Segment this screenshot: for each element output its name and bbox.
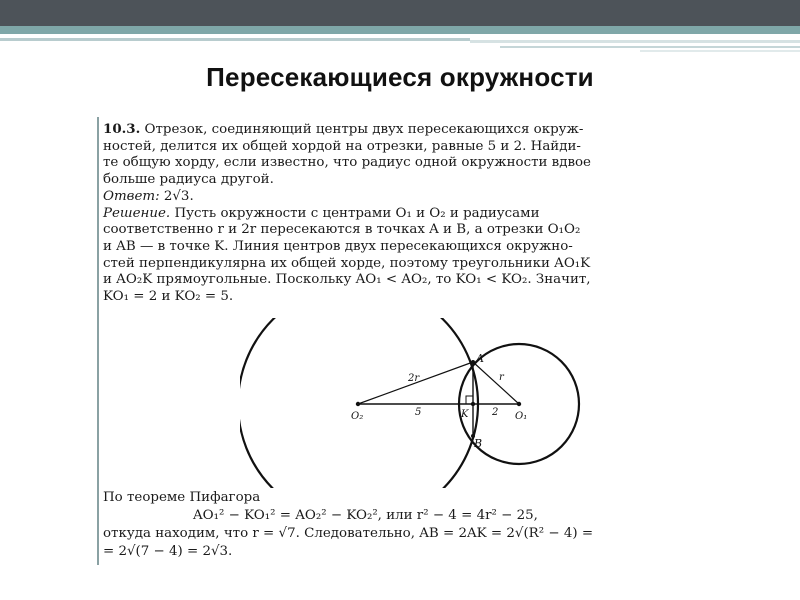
point-a bbox=[471, 360, 475, 364]
proof-line: = 2√(7 − 4) = 2√3. bbox=[103, 544, 233, 559]
content-divider bbox=[97, 117, 99, 565]
circles-diagram bbox=[240, 318, 590, 488]
solution-text-line: KO₁ = 2 и KO₂ = 5. bbox=[103, 289, 234, 305]
proof-line: откуда находим, что r = √7. Следовательно, AB = 2AK = 2√(R² − 4) = bbox=[103, 526, 594, 541]
label-5: 5 bbox=[415, 407, 422, 418]
proof-line: По теореме Пифагора bbox=[103, 490, 261, 505]
header-bar bbox=[0, 0, 800, 26]
slide-title: Пересекающиеся окружности bbox=[206, 62, 594, 92]
header-accent-bar bbox=[0, 26, 800, 34]
point-k bbox=[471, 402, 475, 406]
point-o1 bbox=[517, 402, 521, 406]
label-2: 2 bbox=[492, 407, 499, 418]
label-o2: O₂ bbox=[351, 411, 364, 422]
solution-line bbox=[103, 206, 728, 223]
proof-formula: AO₁² − KO₁² = AO₂² − KO₂², или r² − 4 = 4r² − 25, bbox=[193, 508, 538, 523]
segment-o1-a bbox=[473, 362, 519, 404]
decor-line bbox=[470, 40, 800, 43]
problem-text-line: больше радиуса другой. bbox=[103, 172, 274, 188]
geometry-figure bbox=[240, 318, 590, 488]
answer-label: Ответ: bbox=[103, 188, 160, 204]
problem-text-line: те общую хорду, если известно, что радиус одной окружности вдвое bbox=[103, 155, 591, 171]
solution-text-line: и AO₂K прямоугольные. Поскольку AO₁ < AO₂, то KO₁ < KO₂. Значит, bbox=[103, 272, 591, 288]
problem-text-line: Отрезок, соединяющий центры двух пересекающихся окруж- bbox=[144, 122, 584, 137]
solution-text-line: и AB — в точке K. Линия центров двух пересекающихся окружно- bbox=[103, 238, 573, 254]
label-2r: 2r bbox=[408, 373, 420, 384]
decor-line bbox=[500, 46, 800, 48]
answer-value: 2√3. bbox=[163, 188, 194, 204]
problem-block bbox=[103, 121, 728, 306]
problem-line bbox=[103, 121, 728, 139]
solution-text-line: Пусть окружности с центрами O₁ и O₂ и радиусами bbox=[174, 205, 540, 221]
label-o1: O₁ bbox=[515, 411, 528, 422]
proof-block bbox=[103, 489, 728, 561]
label-k: K bbox=[461, 409, 469, 420]
decor-line bbox=[640, 50, 800, 52]
decor-line bbox=[0, 38, 470, 41]
solution-label: Решение. bbox=[103, 205, 171, 221]
solution-text-line: соответственно r и 2r пересекаются в точках A и B, а отрезки O₁O₂ bbox=[103, 222, 581, 238]
point-o2 bbox=[356, 402, 360, 406]
problem-text-line: ностей, делится их общей хордой на отрезки, равные 5 и 2. Найди- bbox=[103, 138, 581, 154]
label-r: r bbox=[499, 372, 504, 383]
problem-number: 10.3. bbox=[103, 121, 141, 137]
answer-line bbox=[103, 189, 728, 206]
solution-text-line: стей перпендикулярна их общей хорде, поэтому треугольники AO₁K bbox=[103, 255, 591, 271]
label-a: A bbox=[476, 352, 484, 365]
label-b: B bbox=[474, 437, 483, 450]
